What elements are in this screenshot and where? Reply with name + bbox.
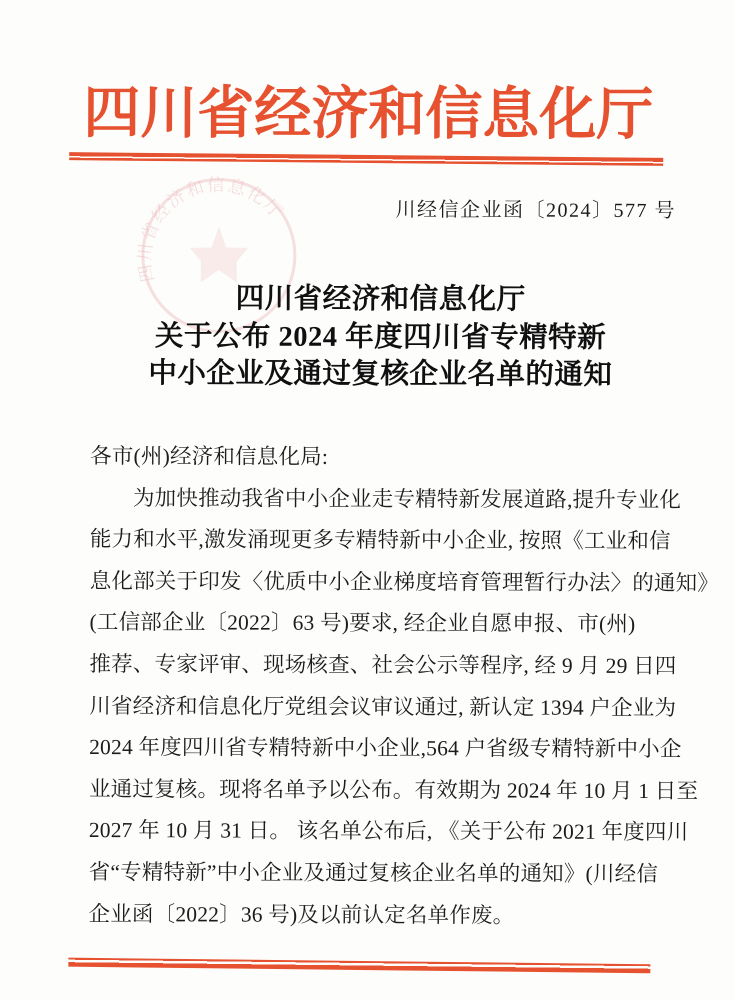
footer-divider-line xyxy=(68,958,650,974)
body-line: 业通过复核。现将名单予以公布。有效期为 2024 年 10 月 1 日至 xyxy=(88,776,699,803)
notice-title-line-1: 四川省经济和信息化厅 xyxy=(235,283,526,316)
body-line: 2024 年度四川省专精特新中小企业,564 户省级专精特新中小企 xyxy=(89,735,682,762)
notice-title xyxy=(90,280,670,395)
body-line: 息化部关于印发〈优质中小企业梯度培育管理暂行办法〉的通知》 xyxy=(89,568,720,596)
notice-body xyxy=(88,436,720,937)
body-line: 企业函〔2022〕36 号)及以前认定名单作废。 xyxy=(88,901,515,928)
notice-title-line-3: 中小企业及通过复核企业名单的通知 xyxy=(148,358,613,391)
body-line: 推荐、专家评审、现场核查、社会公示等程序, 经 9 月 29 日四 xyxy=(89,652,677,679)
body-line: 川省经济和信息化厅党组会议审议通过, 新认定 1394 户企业为 xyxy=(89,693,677,720)
body-line: (工信部企业〔2022〕63 号)要求, 经企业自愿申报、市(州) xyxy=(89,610,636,637)
body-line: 省“专精特新”中小企业及通过复核企业名单的通知》(川经信 xyxy=(88,859,659,886)
body-line: 为加快推动我省中小企业走专精特新发展道路,提升专业化 xyxy=(132,485,682,512)
agency-letterhead: 四川省经济和信息化厅 xyxy=(83,82,654,147)
seal-star-icon xyxy=(190,227,247,281)
seal-arc-text: 四川省经济和信息化厅 xyxy=(134,174,288,284)
notice-title-line-2: 关于公布 2024 年度四川省专精特新 xyxy=(154,320,607,354)
body-line: 能力和水平,激发涌现更多专精特新中小企业, 按照《工业和信 xyxy=(89,527,671,554)
letterhead-divider-line xyxy=(69,152,663,166)
document-number: 川经信企业函〔2024〕577 号 xyxy=(395,199,677,223)
salutation-line: 各市(州)经济和信息化局: xyxy=(90,444,329,469)
body-line: 2027 年 10 月 31 日。 该名单公布后, 《关于公布 2021 年度四川 xyxy=(88,818,689,845)
